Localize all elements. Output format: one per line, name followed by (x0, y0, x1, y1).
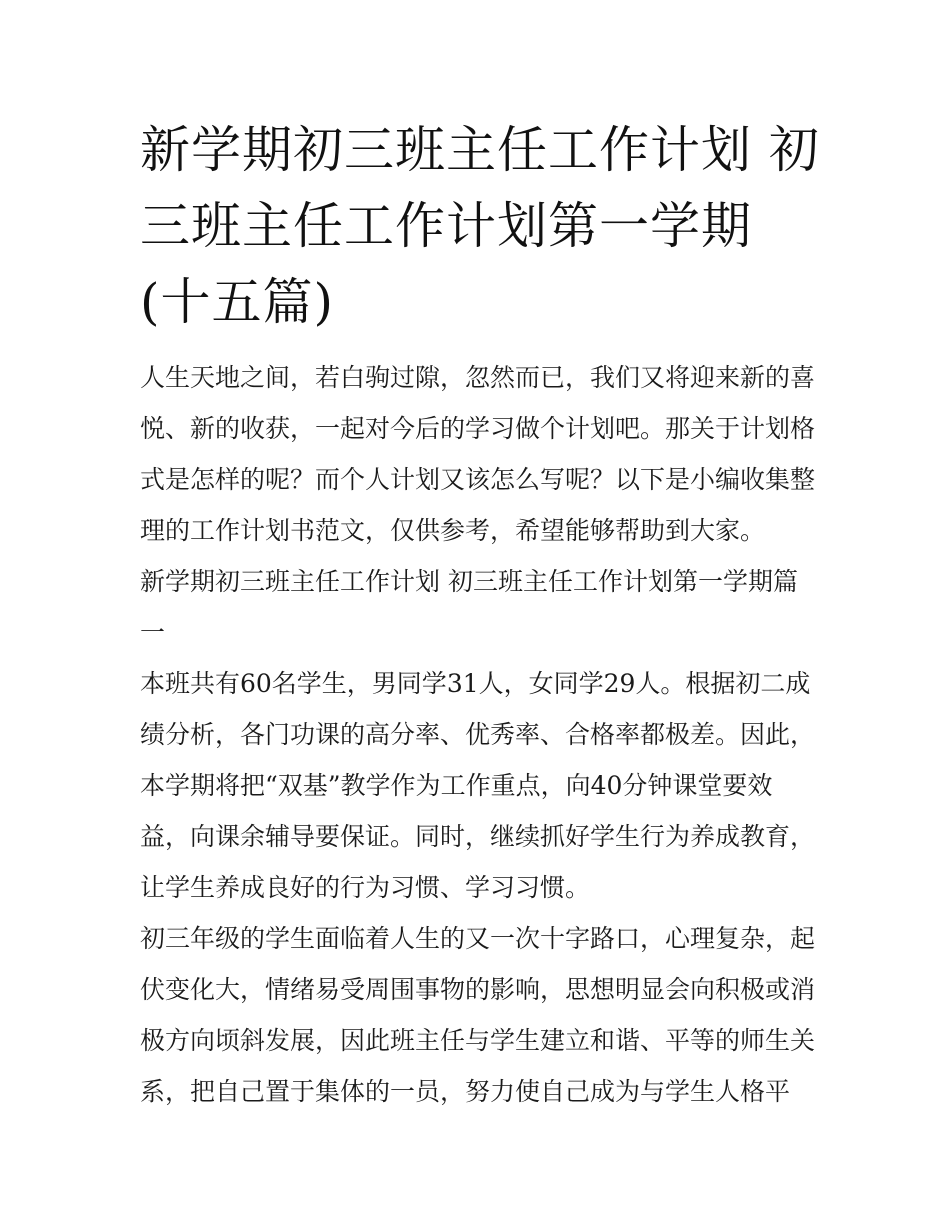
section-heading: 新学期初三班主任工作计划 初三班主任工作计划第一学期篇一 (140, 567, 798, 647)
student-psychology-paragraph: 初三年级的学生面临着人生的又一次十字路口，心理复杂，起伏变化大，情绪易受周围事物的影响，思想明显会向积极或消极方向顷斜发展，因此班主任与学生建立和谐、平等的师生关系，把自己置于集体的一员，努力使自己成为与学生人格平 (140, 924, 816, 1106)
intro-paragraph: 人生天地之间，若白驹过隙，忽然而已，我们又将迎来新的喜悦、新的收获，一起对今后的学习做个计划吧。那关于计划格式是怎样的呢？而个人计划又该怎么写呢？以下是小编收集整理的工作计划书范文，仅供参考，希望能够帮助到大家。 (140, 363, 816, 545)
class-overview-paragraph: 本班共有60名学生，男同学31人，女同学29人。根据初二成绩分析，各门功课的高分率、优秀率、合格率都极差。因此，本学期将把“双基”教学作为工作重点，向40分钟课堂要效益，向课余辅导要保证。同时，继续抓好学生行为养成教育，让学生养成良好的行为习惯、学习习惯。 (140, 669, 816, 902)
document-title: 新学期初三班主任工作计划 初三班主任工作计划第一学期(十五篇) (140, 121, 820, 331)
